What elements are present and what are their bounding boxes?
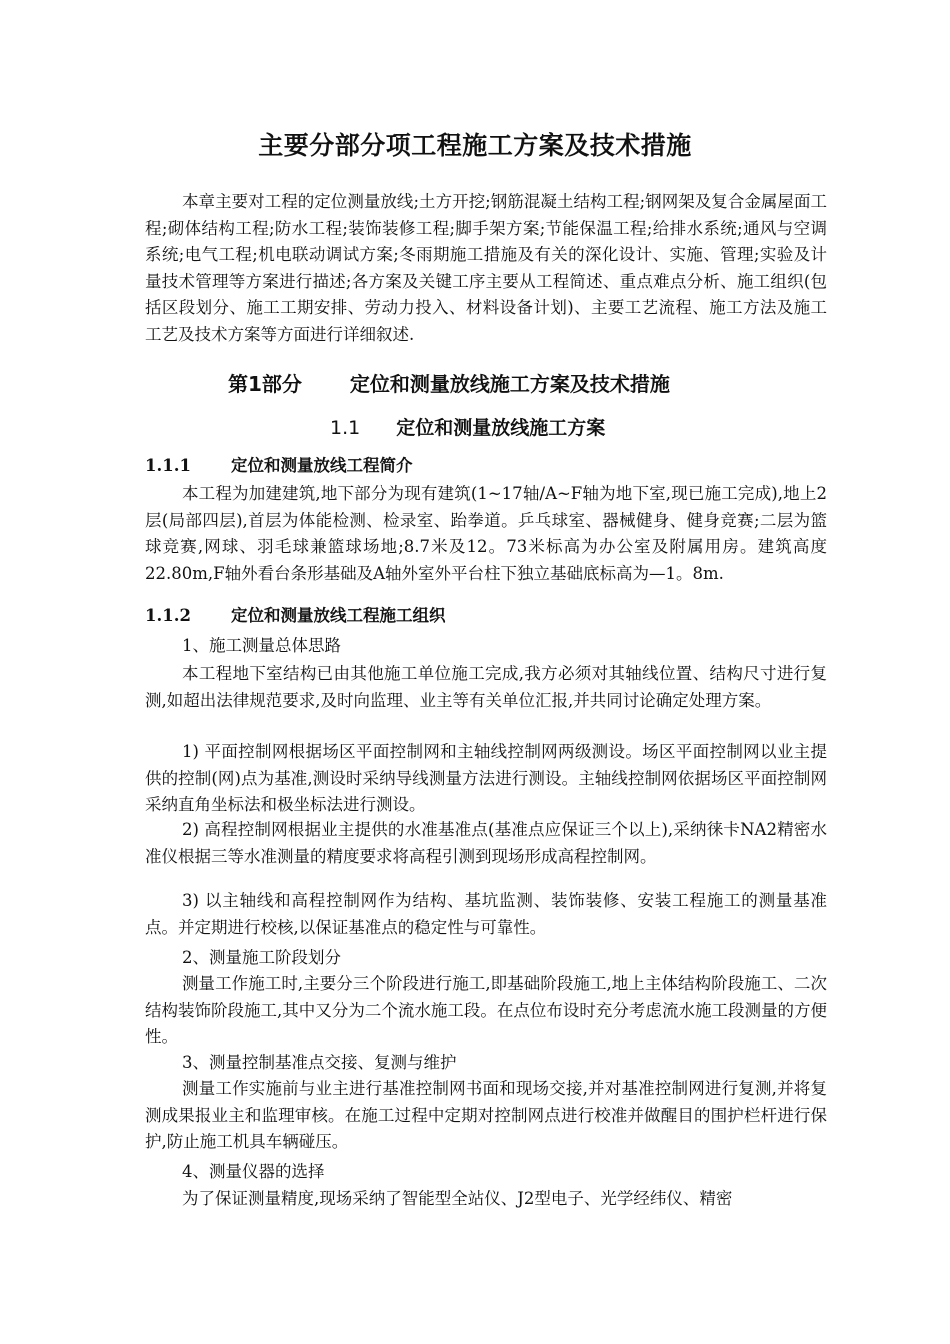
subsection-title: 定位和测量放线工程简介 [230, 456, 413, 475]
intro-paragraph: 本章主要对工程的定位测量放线;土方开挖;钢筋混凝土结构工程;钢网架及复合金属屋面工程;砌体结构工程;防水工程;装饰装修工程;脚手架方案;节能保温工程;给排水系统;通风与空调系统;电气工程;机电联动调试方案;冬雨期施工措施及有关的深化设计、实施、管理;实验及计量技术管理等方案进行描述;各方案及关键工序主要从工程简述、重点难点分析、施工组织(包括区段划分、施工工期安排、劳动力投入、材料设备计划)、主要工艺流程、施工方法及施工工艺及技术方案等方面进行详细叙述. [145, 192, 827, 344]
item-heading: 4、测量仪器的选择 [182, 1162, 325, 1181]
body-paragraph: 测量工作实施前与业主进行基准控制网书面和现场交接,并对基准控制网进行复测,并将复测成果报业主和监理审核。在施工过程中定期对控制网点进行校准并做醒目的围护栏杆进行保护,防止施工机具车辆碰压。 [145, 1079, 827, 1151]
item-heading: 1、施工测量总体思路 [182, 636, 341, 655]
body-paragraph: 2) 高程控制网根据业主提供的水准基准点(基准点应保证三个以上),采纳徕卡NA2精密水准仪根据三等水准测量的精度要求将高程引测到现场形成高程控制网。 [145, 820, 827, 866]
section-number: 1.1 [330, 417, 361, 439]
body-paragraph: 3) 以主轴线和高程控制网作为结构、基坑监测、装饰装修、安装工程施工的测量基准点。并定期进行校核,以保证基准点的稳定性与可靠性。 [145, 891, 827, 937]
body-paragraph: 为了保证测量精度,现场采纳了智能型全站仪、J2型电子、光学经纬仪、精密 [182, 1189, 733, 1208]
part-title: 定位和测量放线施工方案及技术措施 [349, 372, 670, 396]
section-title: 定位和测量放线施工方案 [396, 417, 606, 439]
subsection-paragraph: 本工程为加建建筑,地下部分为现有建筑(1~17轴/A~F轴为地下室,现已施工完成),地上2层(局部四层),首层为体能检测、检录室、跆拳道。乒乓球室、器械健身、健身竞赛;二层为篮球竞赛,网球、羽毛球兼篮球场地;8.7米及12。73米标高为办公室及附属用房。建筑高度22.80m,F轴外看台条形基础及A轴外室外平台柱下独立基础底标高为—1。8m. [145, 484, 827, 583]
part-heading [228, 368, 670, 397]
subsection-number: 1.1.1 [145, 456, 191, 475]
body-paragraph: 本工程地下室结构已由其他施工单位施工完成,我方必须对其轴线位置、结构尺寸进行复测,如超出法律规范要求,及时向监理、业主等有关单位汇报,并共同讨论确定处理方案。 [145, 664, 827, 710]
document-title: 主要分部分项工程施工方案及技术措施 [258, 131, 692, 160]
item-heading: 2、测量施工阶段划分 [182, 948, 341, 967]
subsection-title: 定位和测量放线工程施工组织 [230, 606, 446, 625]
body-paragraph: 1) 平面控制网根据场区平面控制网和主轴线控制网两级测设。场区平面控制网以业主提供的控制(网)点为基准,测设时采纳导线测量方法进行测设。主轴线控制网依据场区平面控制网采纳直角坐标法和极坐标法进行测设。 [145, 742, 827, 814]
subsection-heading [145, 602, 445, 626]
part-number: 第1部分 [228, 372, 302, 396]
body-paragraph: 测量工作施工时,主要分三个阶段进行施工,即基础阶段施工,地上主体结构阶段施工、二次结构装饰阶段施工,其中又分为二个流水施工段。在点位布设时充分考虑流水施工段测量的方便性。 [145, 974, 827, 1046]
subsection-heading [145, 452, 412, 476]
subsection-number: 1.1.2 [145, 606, 191, 625]
section-heading [330, 413, 605, 440]
item-heading: 3、测量控制基准点交接、复测与维护 [182, 1053, 457, 1072]
